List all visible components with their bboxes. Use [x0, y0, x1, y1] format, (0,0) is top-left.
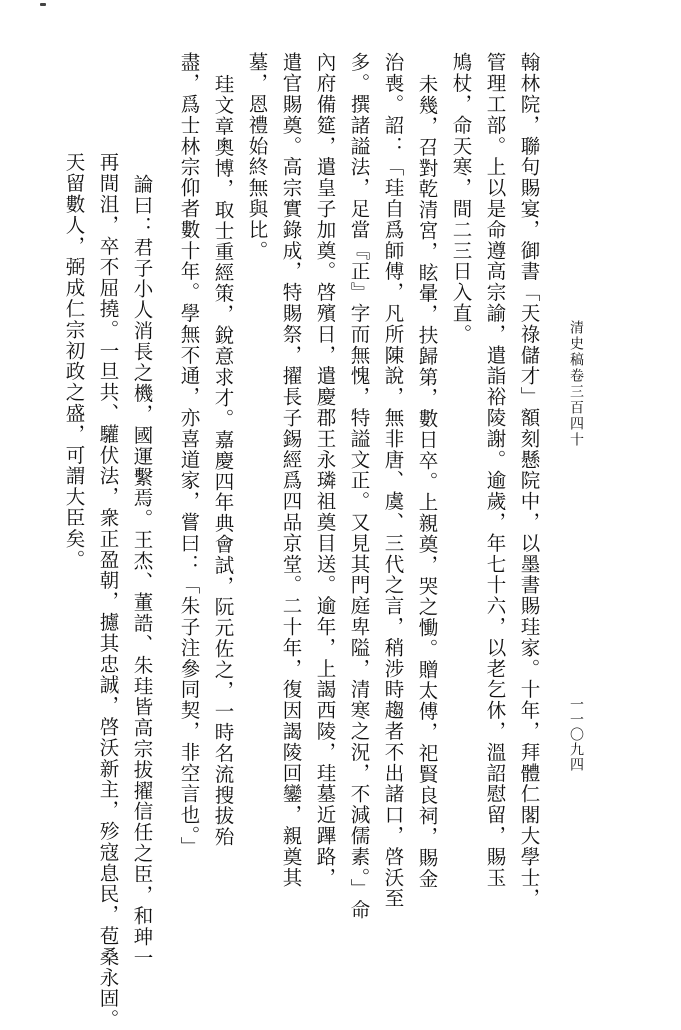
text-column-9: 墓，恩禮始終無與比。 [245, 52, 269, 261]
text-column-14: 再間沮，卒不屈撓。一旦共、驩伏法，衆正盈朝，攄其忠誠，啓沃新主，殄寇息民，苞桑永固。 [96, 152, 120, 1030]
text-column-6: 多。撰諸謚法，足當『正』字而無愧，特謚文正。又見其門庭卑隘，清寒之況，不減儒素。」命 [347, 52, 371, 921]
text-column-8: 遣官賜奠。高宗實錄成，特賜祭，擢長子錫經爲四品京堂。二十年，復因謁陵回鑾，親奠其 [279, 52, 303, 888]
text-column-5: 治喪。詔：「珪自爲師傅，凡所陳說，無非唐、虞、三代之言，稍涉時趨者不出諸口，啓沃至 [381, 52, 405, 909]
text-column-4: 未幾，召對乾清宮，眩暈，扶歸第，數日卒。上親奠，哭之慟。贈太傅，祀賢良祠，賜金 [415, 74, 439, 890]
text-column-15: 天留數人，弼成仁宗初政之盛，可謂大臣矣。 [62, 152, 86, 570]
text-column-1: 翰林院，聯句賜宴，御書「天祿儲才」額刻懸院中，以墨書賜珪家。十年，拜體仁閣大學士， [517, 52, 541, 909]
text-column-10: 珪文章奧博，取士重經策，銳意求才。嘉慶四年典會試，阮元佐之，一時名流搜拔殆 [211, 74, 235, 848]
text-column-7: 內府備筵，遣皇子加奠。啓殯日，遣慶郡王永璘祖奠目送。逾年，上謁西陵，珪墓近蹕路， [313, 52, 337, 888]
text-column-13: 論曰：君子小人消長之機，國運繫焉。王杰、董誥、朱珪皆高宗拔擢信任之臣，和珅一 [130, 174, 154, 969]
page-number: 一一〇九四 [568, 697, 584, 772]
book-title-header: 清史稿卷三百四十 [568, 320, 584, 448]
text-column-2: 管理工部。上以是命遵高宗諭，遣詣裕陵謝。逾歲，年七十六，以老乞休，溫詔慰留，賜玉 [483, 52, 507, 888]
page-edge-mark [40, 3, 46, 6]
text-column-3: 鳩杖，命天寒，間二三日入直。 [449, 52, 473, 345]
text-column-11: 盡，爲士林宗仰者數十年。學無不通，亦喜道家，嘗曰：「朱子注參同契，非空言也。」 [177, 52, 201, 858]
